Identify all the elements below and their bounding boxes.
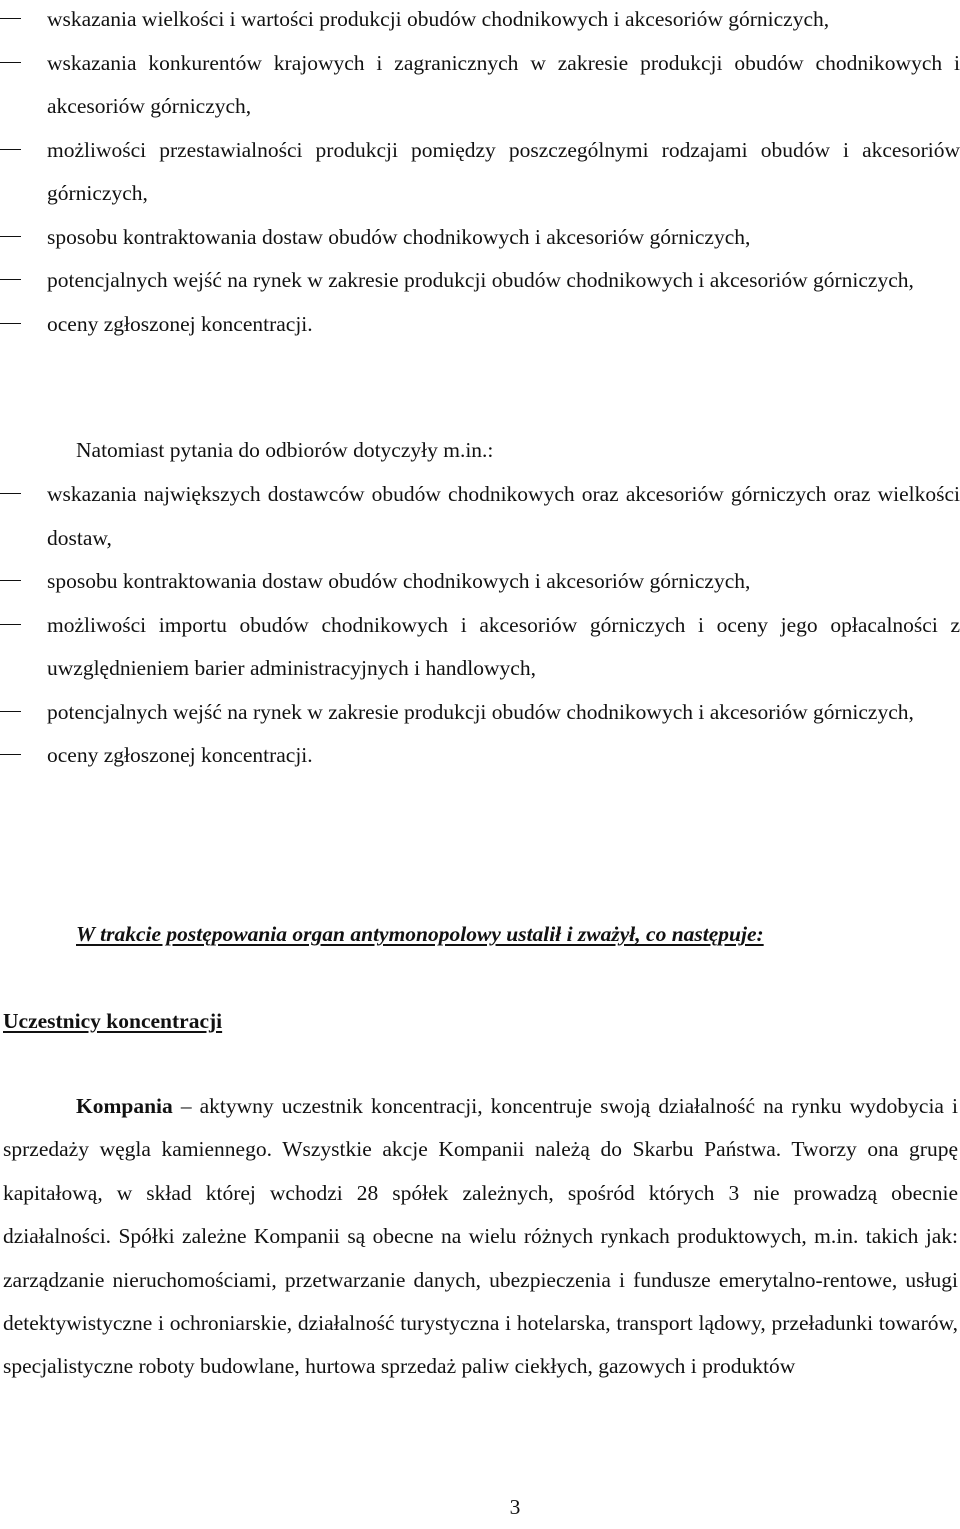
list-item-text: potencjalnych wejść na rynek w zakresie produkcji obudów chodnikowych i akcesoriów górniczych, bbox=[47, 699, 914, 724]
list-item bbox=[0, 473, 960, 560]
list-item-text: oceny zgłoszonej koncentracji. bbox=[47, 311, 313, 336]
page-number: 3 bbox=[509, 1495, 521, 1519]
dash-bullet bbox=[0, 149, 21, 150]
list-item-text: wskazania konkurentów krajowych i zagranicznych w zakresie produkcji obudów chodnikowych i akcesoriów górniczych, bbox=[47, 50, 960, 118]
list-item bbox=[0, 129, 960, 216]
list-item bbox=[0, 303, 960, 347]
section-heading: W trakcie postępowania organ antymonopolowy ustalił i zważył, co następuje: bbox=[76, 922, 764, 946]
list-item bbox=[0, 259, 960, 303]
list-item-text: wskazania największych dostawców obudów chodnikowych oraz akcesoriów górniczych oraz wielkości dostaw, bbox=[47, 482, 960, 550]
list-item bbox=[0, 734, 960, 778]
dash-bullet bbox=[0, 624, 21, 625]
list-item bbox=[0, 560, 960, 604]
list-item-text: potencjalnych wejść na rynek w zakresie produkcji obudów chodnikowych i akcesoriów górniczych, bbox=[47, 268, 914, 292]
dash-bullet bbox=[0, 279, 21, 280]
dash-bullet bbox=[0, 236, 21, 237]
bullet-list-buyer-questions bbox=[0, 473, 960, 778]
list-item-text: oceny zgłoszonej koncentracji. bbox=[47, 743, 313, 767]
dash-bullet bbox=[0, 754, 21, 755]
dash-bullet bbox=[0, 493, 21, 494]
list-item bbox=[0, 42, 960, 129]
list-item bbox=[0, 216, 960, 260]
list-item bbox=[0, 691, 960, 735]
dash-bullet bbox=[0, 323, 21, 324]
dash-bullet bbox=[0, 62, 21, 63]
list-item-text: wskazania wielkości i wartości produkcji obudów chodnikowych i akcesoriów górniczych, bbox=[47, 7, 830, 31]
bullet-list-market-questions bbox=[0, 0, 960, 346]
paragraph-text: – aktywny uczestnik koncentracji, koncentruje swoją działalność na rynku wydobycia i sprzedaży węgla kamiennego. Wszystkie akcje Kompanii należą do Skarbu Państwa. Tworzy ona grupę kapitałową, w skład której wchodzi 28 spółek zależnych, spośród których 3 nie prowadzą obecnie działalności. Spółki zależne Kompanii są obecne na wielu różnych rynkach produktowych, m.in. takich jak: zarządzanie nieruchomościami, przetwarzanie danych, ubezpieczenia i fundusze emerytalno-rentowe, usługi detektywistyczne i ochroniarskie, działalność turystyczna i hotelarska, transport lądowy, przeładunki towarów, specjalistyczne roboty budowlane, hurtowa sprzedaż paliw ciekłych, gazowych i produktów bbox=[3, 1094, 958, 1379]
second-list-intro: Natomiast pytania do odbiorów dotyczyły m.in.: bbox=[76, 438, 494, 462]
dash-bullet bbox=[0, 580, 21, 581]
paragraph-lead-term: Kompania bbox=[76, 1094, 173, 1118]
company-description-paragraph bbox=[3, 1085, 958, 1389]
subsection-heading: Uczestnicy koncentracji bbox=[3, 1009, 223, 1033]
dash-bullet bbox=[0, 18, 21, 19]
list-item-text: możliwości przestawialności produkcji pomiędzy poszczególnymi rodzajami obudów i akcesoriów górniczych, bbox=[47, 137, 960, 205]
list-item-text: możliwości importu obudów chodnikowych i akcesoriów górniczych i oceny jego opłacalności z uwzględnieniem barier administracyjnych i handlowych, bbox=[47, 612, 960, 680]
dash-bullet bbox=[0, 711, 21, 712]
list-item-text: sposobu kontraktowania dostaw obudów chodnikowych i akcesoriów górniczych, bbox=[47, 224, 751, 249]
list-item-text: sposobu kontraktowania dostaw obudów chodnikowych i akcesoriów górniczych, bbox=[47, 569, 751, 593]
list-item bbox=[0, 604, 960, 691]
list-item bbox=[0, 0, 960, 42]
